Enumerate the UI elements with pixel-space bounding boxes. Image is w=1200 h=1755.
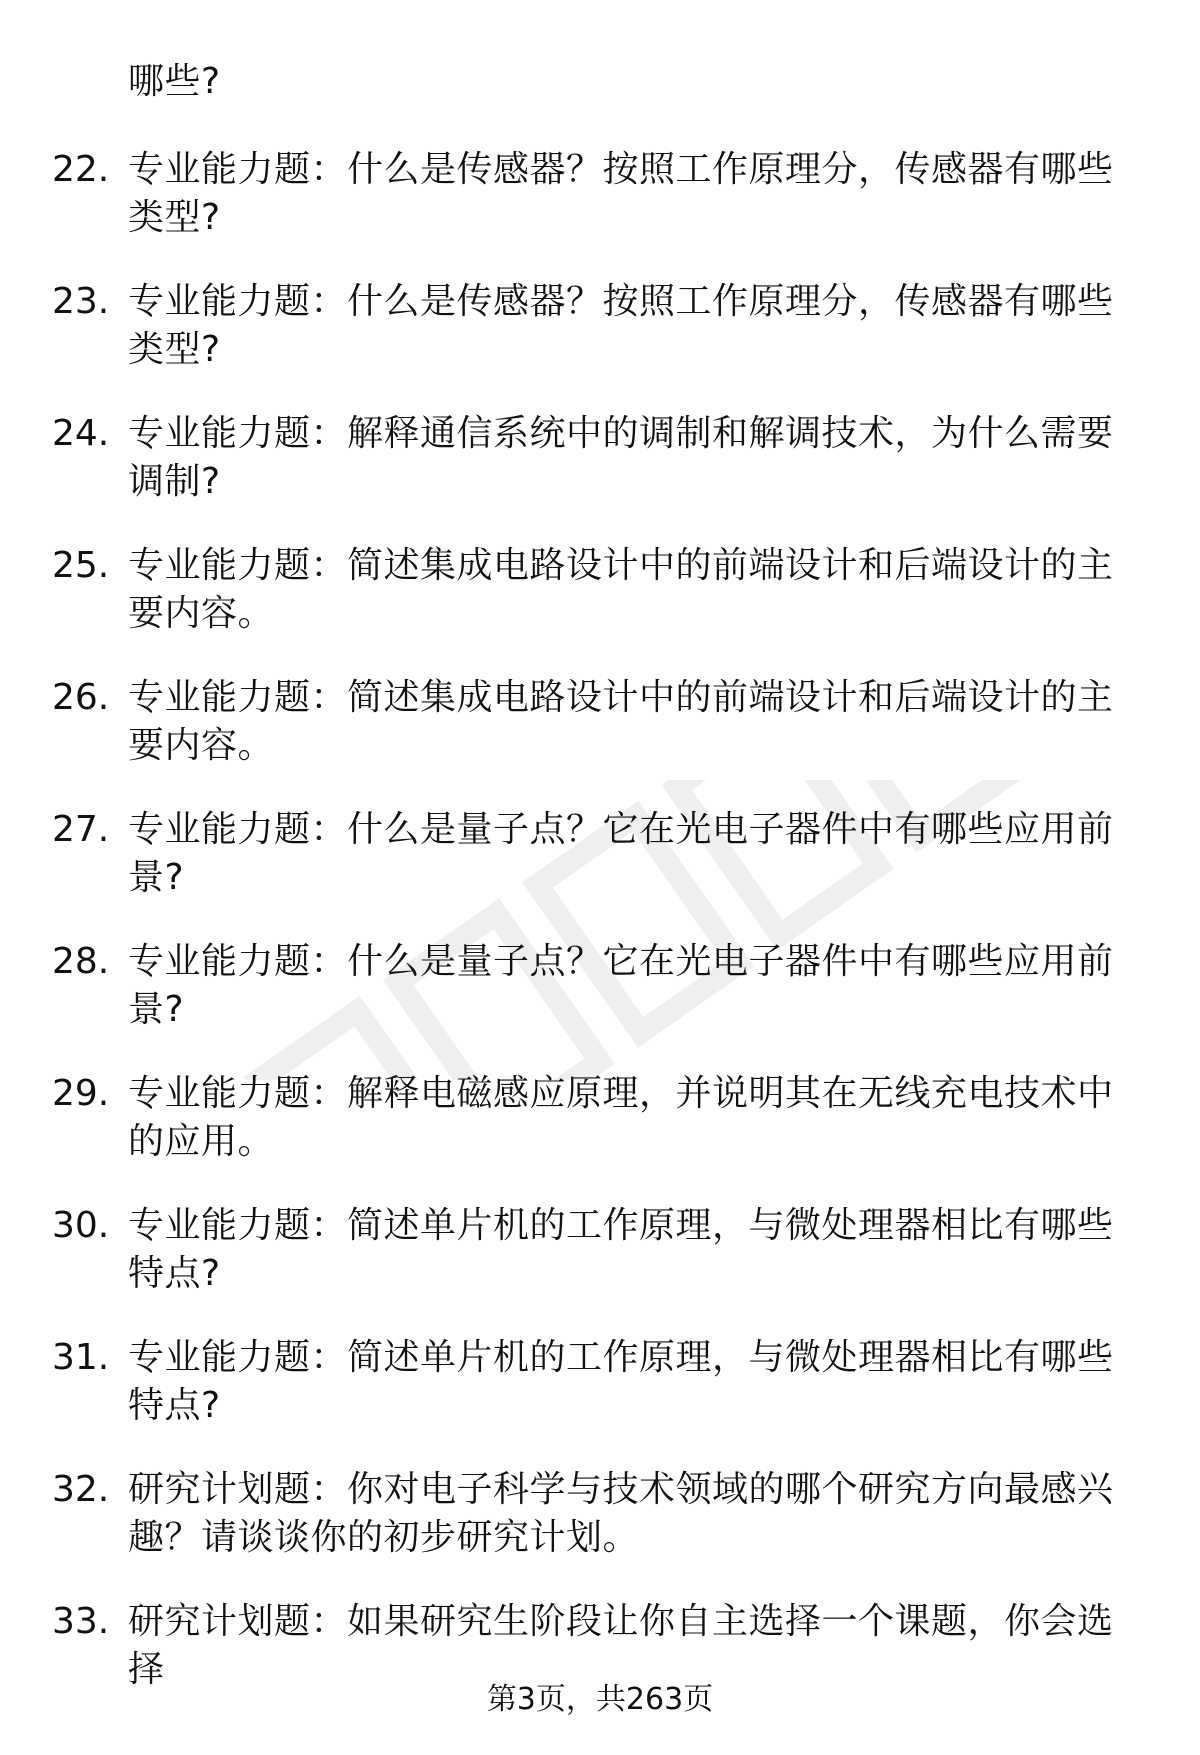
question-text: 专业能力题：什么是传感器？按照工作原理分，传感器有哪些类型? — [128, 281, 1114, 370]
question-number: 33. — [52, 1601, 110, 1642]
question-number: 27. — [52, 809, 110, 850]
list-item — [52, 674, 1152, 806]
list-item — [52, 278, 1152, 410]
question-number: 22. — [52, 149, 110, 190]
question-number: 25. — [52, 545, 110, 586]
continued-line: 哪些? — [128, 61, 221, 102]
question-number: 26. — [52, 677, 110, 718]
question-text: 专业能力题：什么是传感器？按照工作原理分，传感器有哪些类型? — [128, 149, 1114, 238]
question-number: 23. — [52, 281, 110, 322]
list-item — [52, 938, 1152, 1070]
question-number: 24. — [52, 413, 110, 454]
question-text: 专业能力题：解释通信系统中的调制和解调技术，为什么需要调制? — [128, 413, 1114, 502]
list-item — [52, 1070, 1152, 1202]
question-number: 31. — [52, 1337, 110, 1378]
question-text: 专业能力题：什么是量子点？它在光电子器件中有哪些应用前景? — [128, 809, 1114, 898]
list-item — [52, 1466, 1152, 1598]
question-text: 研究计划题：你对电子科学与技术领域的哪个研究方向最感兴趣？请谈谈你的初步研究计划。 — [128, 1469, 1114, 1558]
list-item — [52, 1334, 1152, 1466]
list-item — [52, 542, 1152, 674]
list-item — [52, 146, 1152, 278]
question-number: 28. — [52, 941, 110, 982]
question-list — [52, 146, 1152, 1730]
question-text: 研究计划题：如果研究生阶段让你自主选择一个课题，你会选择 — [128, 1601, 1114, 1690]
question-text: 专业能力题：简述集成电路设计中的前端设计和后端设计的主要内容。 — [128, 677, 1114, 766]
question-text: 专业能力题：什么是量子点？它在光电子器件中有哪些应用前景? — [128, 941, 1114, 1030]
question-number: 30. — [52, 1205, 110, 1246]
question-text: 专业能力题：简述集成电路设计中的前端设计和后端设计的主要内容。 — [128, 545, 1114, 634]
question-text: 专业能力题：解释电磁感应原理，并说明其在无线充电技术中的应用。 — [128, 1073, 1114, 1162]
question-text: 专业能力题：简述单片机的工作原理，与微处理器相比有哪些特点? — [128, 1205, 1114, 1294]
list-item — [52, 410, 1152, 542]
question-number: 29. — [52, 1073, 110, 1114]
list-item — [52, 806, 1152, 938]
question-text: 专业能力题：简述单片机的工作原理，与微处理器相比有哪些特点? — [128, 1337, 1114, 1426]
list-item — [52, 1202, 1152, 1334]
question-number: 32. — [52, 1469, 110, 1510]
page-footer: 第3页，共263页 — [486, 1682, 714, 1717]
